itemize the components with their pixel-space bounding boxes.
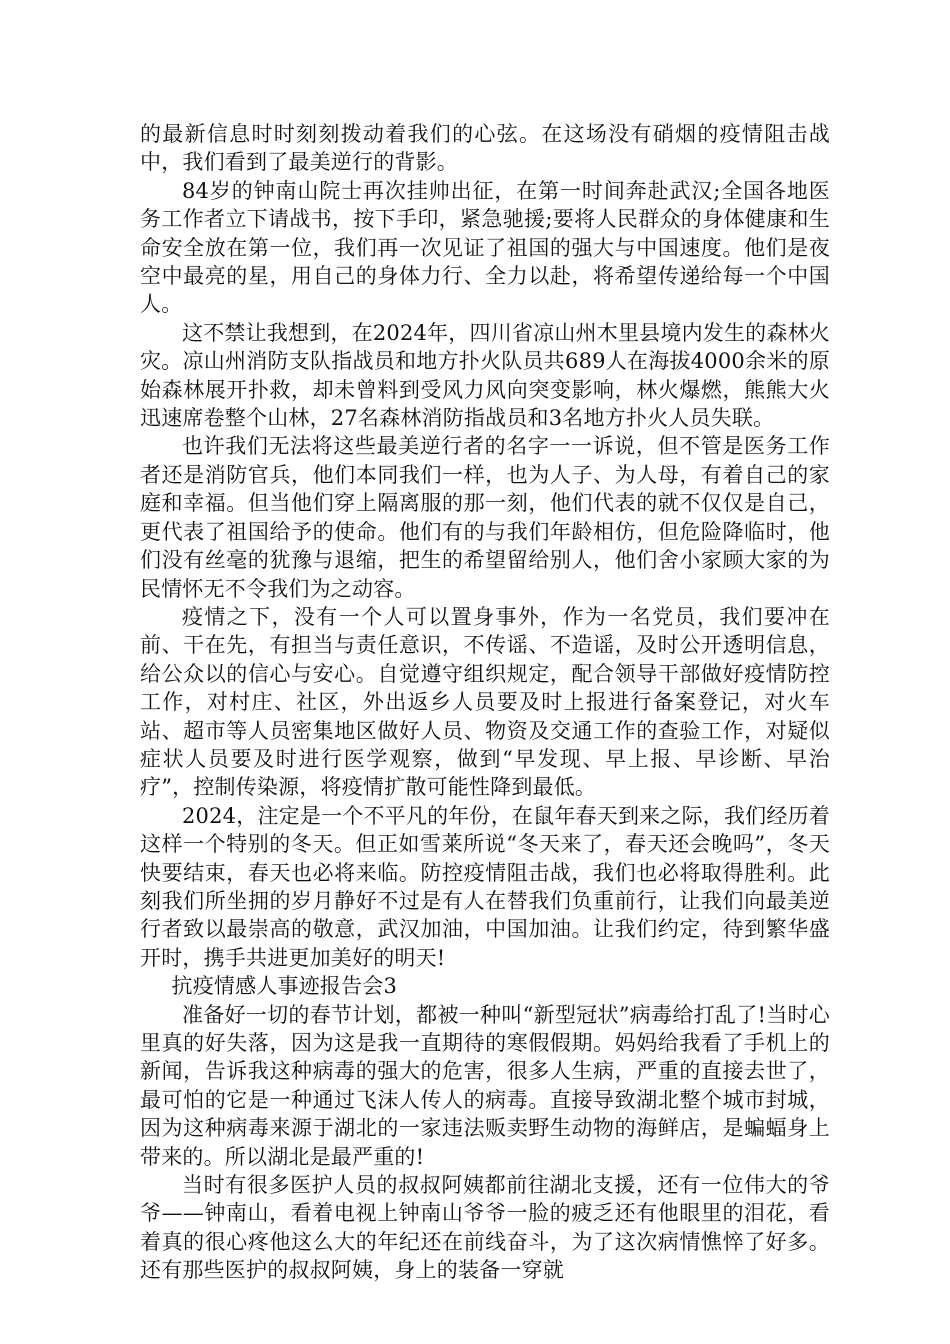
paragraph-zhong-nanshan: 84岁的钟南山院士再次挂帅出征，在第一时间奔赴武汉;全国各地医务工作者立下请战书，按下手印，紧急驰援;要将人民群众的身体健康和生命安全放在第一位，我们再一次见证了祖国的强大与中国速度。他们是夜空中最亮的星，用自己的身体力行、全力以赴，将希望传递给每一个中国人。 bbox=[140, 178, 830, 317]
paragraph-retrograde-heroes: 也许我们无法将这些最美逆行者的名字一一诉说，但不管是医务工作者还是消防官兵，他们本同我们一样，也为人子、为人母，有着自己的家庭和幸福。但当他们穿上隔离服的那一刻，他们代表的就不仅仅是自己，更代表了祖国给予的使命。他们有的与我们年龄相仿，但危险降临时，他们没有丝毫的犹豫与退缩，把生的希望留给别人，他们舍小家顾大家的为民情怀无不令我们为之动容。 bbox=[140, 434, 830, 601]
section-heading: 抗疫情感人事迹报告会3 bbox=[171, 974, 398, 999]
paragraph-2024-year: 2024，注定是一个不平凡的年份，在鼠年春天到来之际，我们经历着这样一个特别的冬天。但正如雪莱所说“冬天来了，春天还会晚吗”，冬天快要结束，春天也必将来临。防控疫情阻击战，我们也必将取得胜利。此刻我们所坐拥的岁月静好不过是有人在替我们负重前行，让我们向最美逆行者致以最崇高的敬意，武汉加油，中国加油。让我们约定，待到繁华盛开时，携手共进更加美好的明天! bbox=[140, 803, 830, 970]
document-body bbox=[140, 120, 830, 1285]
paragraph-party-member-duty: 疫情之下，没有一个人可以置身事外，作为一名党员，我们要冲在前、干在先，有担当与责任意识，不传谣、不造谣，及时公开透明信息，给公众以的信心与安心。自觉遵守组织规定，配合领导干部做好疫情防控工作，对村庄、社区，外出返乡人员要及时上报进行备案登记，对火车站、超市等人员密集地区做好人员、物资及交通工作的查验工作，对疑似症状人员要及时进行医学观察，做到“早发现、早上报、早诊断、早治疗”，控制传染源，将疫情扩散可能性降到最低。 bbox=[140, 604, 830, 800]
paragraph-spring-festival: 准备好一切的春节计划，都被一种叫“新型冠状”病毒给打乱了!当时心里真的好失落，因为这是我一直期待的寒假假期。妈妈给我看了手机上的新闻，告诉我这种病毒的强大的危害，很多人生病，严重的直接去世了，最可怕的它是一种通过飞沫人传人的病毒。直接导致湖北整个城市封城，因为这种病毒来源于湖北的一家违法贩卖野生动物的海鲜店，是蝙蝠身上带来的。所以湖北是最严重的! bbox=[140, 1002, 830, 1169]
paragraph-medical-staff: 当时有很多医护人员的叔叔阿姨都前往湖北支援，还有一位伟大的爷爷——钟南山，看着电视上钟南山爷爷一脸的疲乏还有他眼里的泪花，看着真的很心疼他这么大的年纪还在前线奋斗，为了这次病情憔悴了好多。还有那些医护的叔叔阿姨，身上的装备一穿就 bbox=[140, 1173, 830, 1283]
paragraph-forest-fire: 这不禁让我想到，在2024年，四川省凉山州木里县境内发生的森林火灾。凉山州消防支队指战员和地方扑火队员共689人在海拔4000余米的原始森林展开扑救，却未曾料到受风力风向突变影响，林火爆燃，熊熊大火迅速席卷整个山林，27名森林消防指战员和3名地方扑火人员失联。 bbox=[140, 320, 830, 431]
paragraph-continuation: 的最新信息时时刻刻拨动着我们的心弦。在这场没有硝烟的疫情阻击战中，我们看到了最美逆行的背影。 bbox=[140, 122, 830, 175]
